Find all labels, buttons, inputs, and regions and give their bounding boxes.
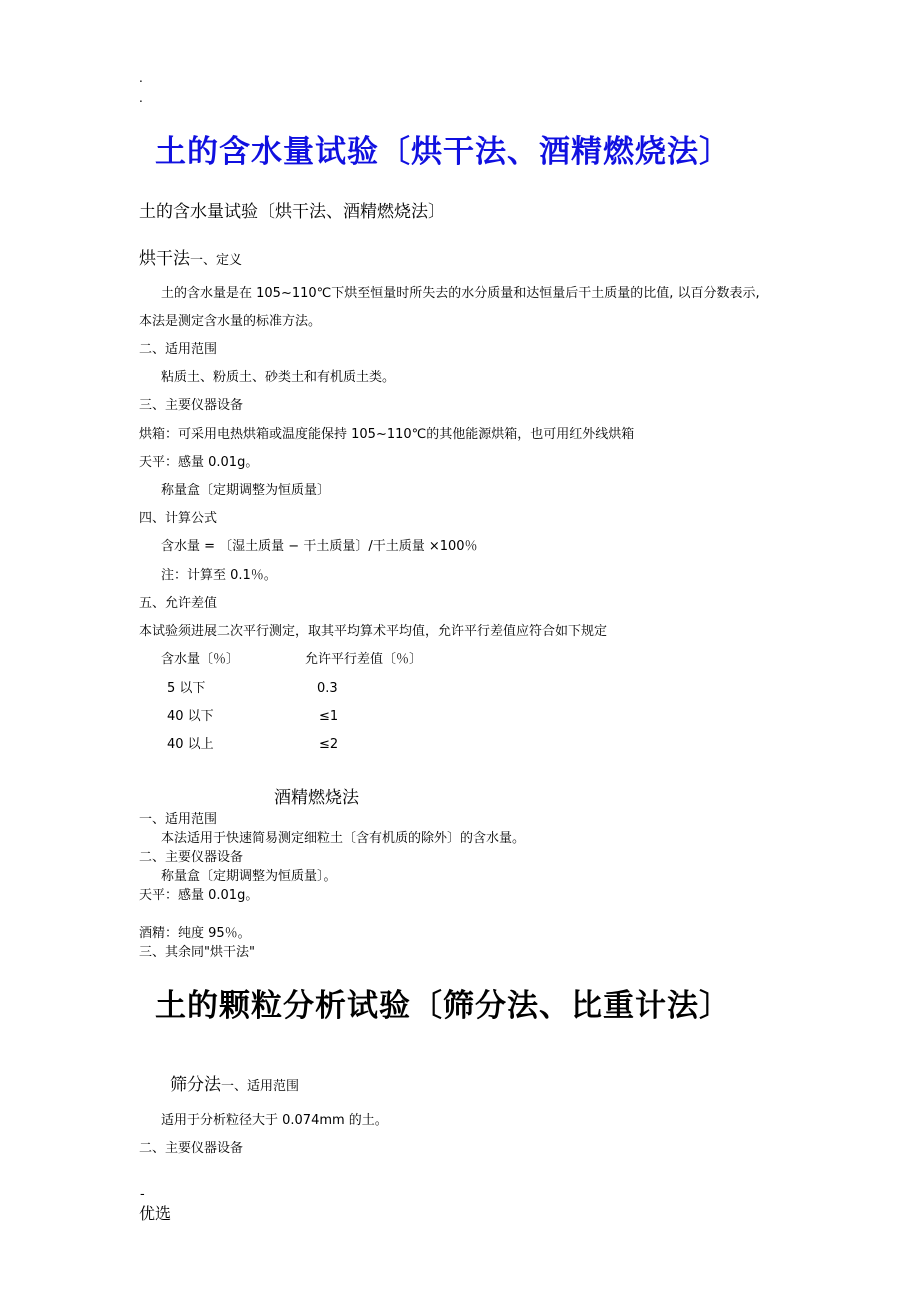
section-heading: 三、主要仪器设备 <box>139 398 244 413</box>
definition-line: 土的含水量是在 105~110℃下烘至恒量时所失去的水分质量和达恒量后干土质量的比值, 以百分数表示, <box>161 286 760 301</box>
table-cell: 0.3 <box>317 681 338 696</box>
sieve-method-suffix: 一、适用范围 <box>221 1079 300 1094</box>
scope-text: 粘质土、粉质土、砂类土和有机质土类。 <box>161 370 396 385</box>
equipment-item: 天平：感量 0.01g。 <box>139 888 259 903</box>
definition-line: 本法是测定含水量的标准方法。 <box>139 314 322 329</box>
table-cell: 40 以下 <box>167 709 214 724</box>
equipment-item: 烘箱：可采用电热烘箱或温度能保持 105~110℃的其他能源烘箱，也可用红外线烘箱 <box>139 427 635 442</box>
table-header: 允许平行差值〔％〕 <box>305 652 423 667</box>
equipment-item: 称量盒〔定期调整为恒质量〕。 <box>161 869 337 884</box>
sieve-method-heading <box>170 1074 299 1096</box>
equipment-item: 酒精：纯度 95％。 <box>139 926 251 941</box>
section-heading: 三、其余同"烘干法" <box>139 945 255 960</box>
table-header: 含水量〔％〕 <box>161 652 240 667</box>
footer-text: 优选 <box>139 1204 172 1223</box>
section-heading: 四、计算公式 <box>139 511 218 526</box>
sieve-method-title: 筛分法 <box>170 1075 221 1095</box>
alcohol-method-heading: 酒精燃烧法 <box>274 788 359 808</box>
equipment-item: 天平：感量 0.01g。 <box>139 455 259 470</box>
tolerance-text: 本试验须进展二次平行测定，取其平均算术平均值，允许平行差值应符合如下规定 <box>139 624 608 639</box>
scope-text: 适用于分析粒径大于 0.074mm 的土。 <box>161 1113 388 1128</box>
header-dot: . <box>139 71 143 85</box>
scope-text: 本法适用于快速简易测定细粒土〔含有机质的除外〕的含水量。 <box>161 831 526 846</box>
equipment-item: 称量盒〔定期调整为恒质量〕 <box>161 483 331 498</box>
section-heading: 二、主要仪器设备 <box>139 1141 244 1156</box>
oven-method-title: 烘干法 <box>139 249 190 269</box>
section-subtitle: 土的含水量试验〔烘干法、酒精燃烧法〕 <box>139 202 445 222</box>
table-cell: 5 以下 <box>167 681 206 696</box>
oven-method-heading <box>139 248 242 270</box>
section-heading: 五、允许差值 <box>139 596 218 611</box>
section-heading: 一、适用范围 <box>139 812 218 827</box>
section-heading: 二、主要仪器设备 <box>139 850 244 865</box>
oven-method-suffix: 一、定义 <box>190 253 243 268</box>
table-cell: ≤1 <box>319 709 339 724</box>
header-dot: . <box>139 91 143 105</box>
section-heading: 二、适用范围 <box>139 342 218 357</box>
footer-dash: - <box>140 1187 145 1202</box>
page-title: 土的含水量试验〔烘干法、酒精燃烧法〕 <box>155 134 731 170</box>
formula-note: 注：计算至 0.1％。 <box>161 568 277 583</box>
formula: 含水量 = 〔湿土质量 − 干土质量〕/干土质量 ×100％ <box>161 539 478 554</box>
page-title-2: 土的颗粒分析试验〔筛分法、比重计法〕 <box>155 988 731 1024</box>
table-cell: 40 以上 <box>167 737 214 752</box>
table-cell: ≤2 <box>319 737 339 752</box>
